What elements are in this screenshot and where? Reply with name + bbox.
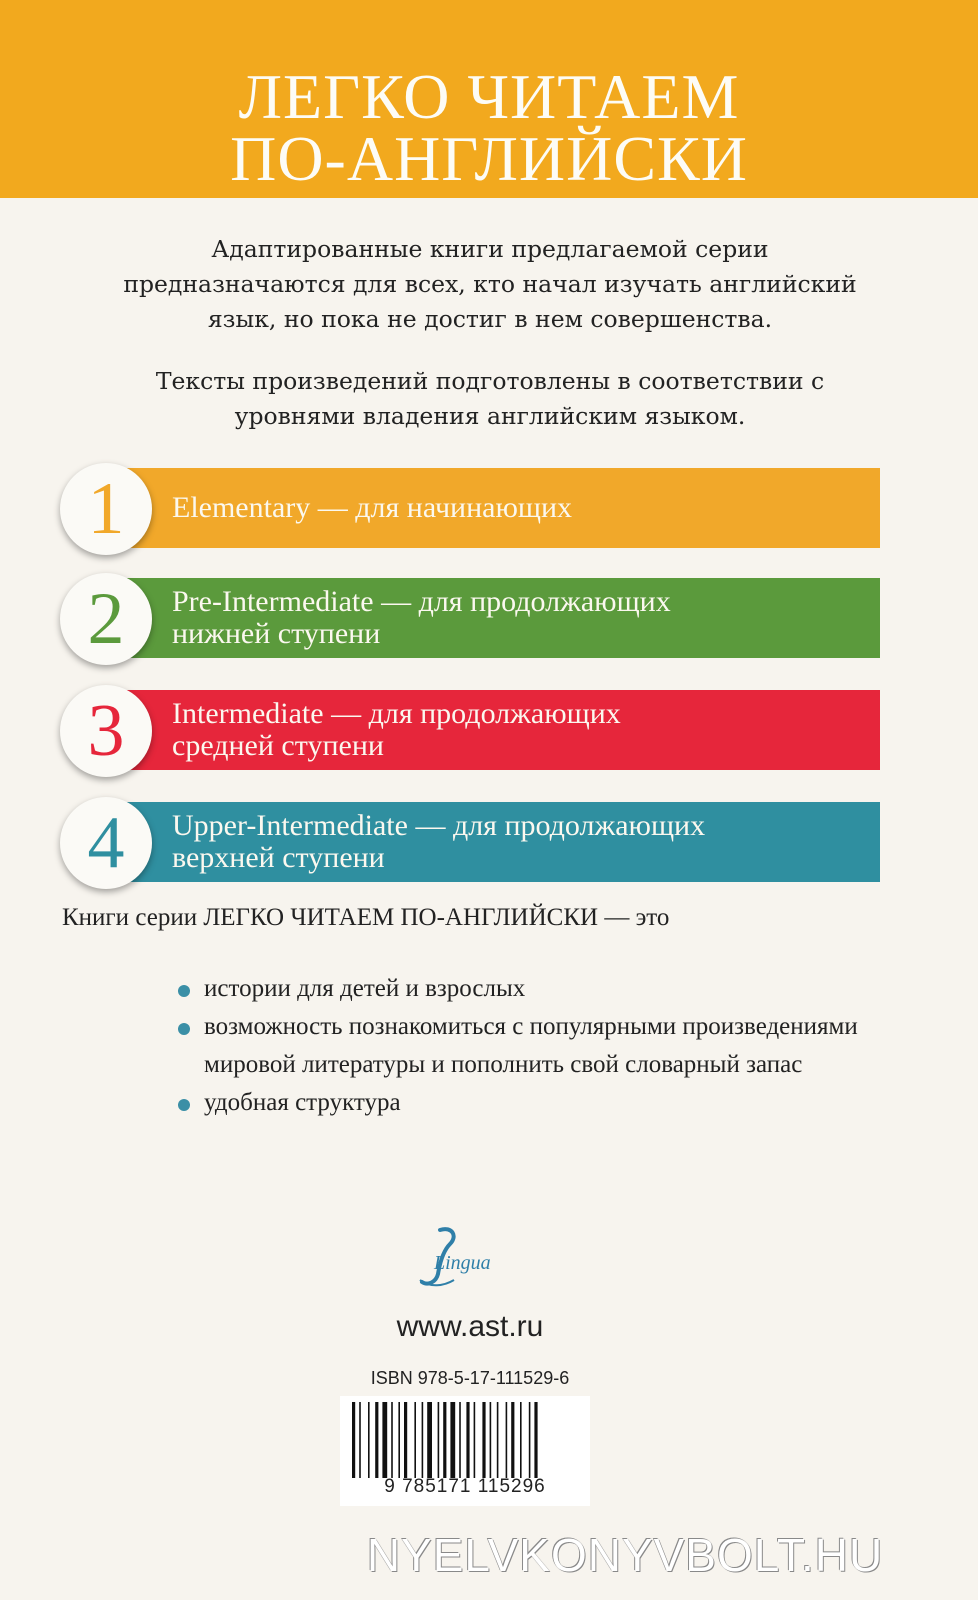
barcode-bar <box>391 1402 393 1478</box>
barcode-bar <box>382 1402 387 1478</box>
level-2-row <box>0 578 978 664</box>
barcode-bar <box>359 1402 361 1478</box>
level-4-label <box>172 802 872 882</box>
level-3-label <box>172 690 872 770</box>
level-4-label-line2: верхней ступени <box>172 841 385 874</box>
barcode-bar <box>368 1402 370 1478</box>
feature-item <box>178 1008 898 1084</box>
level-1-number: 1 <box>87 468 125 550</box>
barcode-bar <box>490 1402 492 1478</box>
watermark: NYELVKONYVBOLT.HU <box>366 1529 884 1581</box>
level-2-label-line1: Pre-Intermediate — для продолжающих <box>172 585 671 618</box>
barcode-bar <box>414 1402 416 1478</box>
level-4-number: 4 <box>87 802 125 884</box>
book-title-line1: ЛЕГКО ЧИТАЕМ <box>238 61 740 132</box>
barcode-bar <box>474 1402 476 1478</box>
feature-text: удобная структура <box>204 1089 401 1116</box>
barcode-bar <box>404 1402 407 1478</box>
level-4-row <box>0 802 978 888</box>
level-3-label-line1: Intermediate — для продолжающих <box>172 697 621 730</box>
level-3-badge <box>60 685 152 777</box>
barcode-bar <box>466 1402 469 1478</box>
isbn-label: ISBN 978-5-17-111529-6 <box>370 1368 570 1388</box>
level-3-number: 3 <box>87 690 125 772</box>
level-1-row <box>0 468 978 554</box>
barcode-bar <box>482 1402 485 1478</box>
barcode-bar <box>497 1402 499 1478</box>
level-3-row <box>0 690 978 776</box>
barcode-bar <box>398 1402 400 1478</box>
level-4-label-line1: Upper-Intermediate — для продолжающих <box>172 809 706 842</box>
barcode-bar <box>506 1402 508 1478</box>
barcode <box>340 1396 590 1506</box>
bullet-icon <box>178 985 190 997</box>
barcode-bar <box>438 1402 440 1478</box>
level-3-label-line2: средней ступени <box>172 729 384 762</box>
level-2-number: 2 <box>87 578 125 660</box>
feature-item <box>178 1084 898 1122</box>
level-1-label <box>172 468 872 548</box>
feature-item <box>178 970 898 1008</box>
level-2-label <box>172 578 872 658</box>
barcode-icon <box>350 1402 580 1478</box>
level-4-badge <box>60 797 152 889</box>
barcode-bar <box>529 1402 531 1478</box>
barcode-bar <box>422 1402 424 1478</box>
publisher-url: www.ast.ru <box>396 1310 544 1343</box>
intro-paragraph-2: Тексты произведений подготовлены в соответствии с уровнями владения английским языком. <box>155 367 825 430</box>
barcode-bar <box>520 1402 522 1478</box>
barcode-digits: 9 785171 115296 <box>384 1476 546 1497</box>
feature-text: истории для детей и взрослых <box>204 975 526 1002</box>
barcode-bar <box>375 1402 378 1478</box>
level-2-label-line2: нижней ступени <box>172 617 381 650</box>
barcode-bar <box>459 1402 461 1478</box>
feature-text: возможность познакомиться с популярными произведениями мировой литературы и пополнить свой словарный запас <box>204 1013 858 1078</box>
lingua-logo-text: Lingua <box>434 1252 491 1274</box>
barcode-bar <box>352 1402 355 1478</box>
book-title-line2: ПО-АНГЛИЙСКИ <box>230 123 748 194</box>
barcode-bar <box>450 1402 455 1478</box>
intro-paragraph-1: Адаптированные книги предлагаемой серии предназначаются для всех, кто начал изучать английский язык, но пока не достиг в нем совершенства. <box>123 235 857 333</box>
bullet-icon <box>178 1023 190 1035</box>
barcode-bar <box>511 1402 514 1478</box>
series-intro: Книги серии ЛЕГКО ЧИТАЕМ ПО-АНГЛИЙСКИ — это <box>62 904 670 931</box>
feature-list <box>178 970 898 1122</box>
barcode-bar <box>427 1402 432 1478</box>
barcode-bar <box>443 1402 446 1478</box>
barcode-bar <box>534 1402 537 1478</box>
level-1-label-line1: Elementary — для начинающих <box>172 491 573 524</box>
level-2-badge <box>60 573 152 665</box>
bullet-icon <box>178 1099 190 1111</box>
level-1-badge <box>60 463 152 555</box>
